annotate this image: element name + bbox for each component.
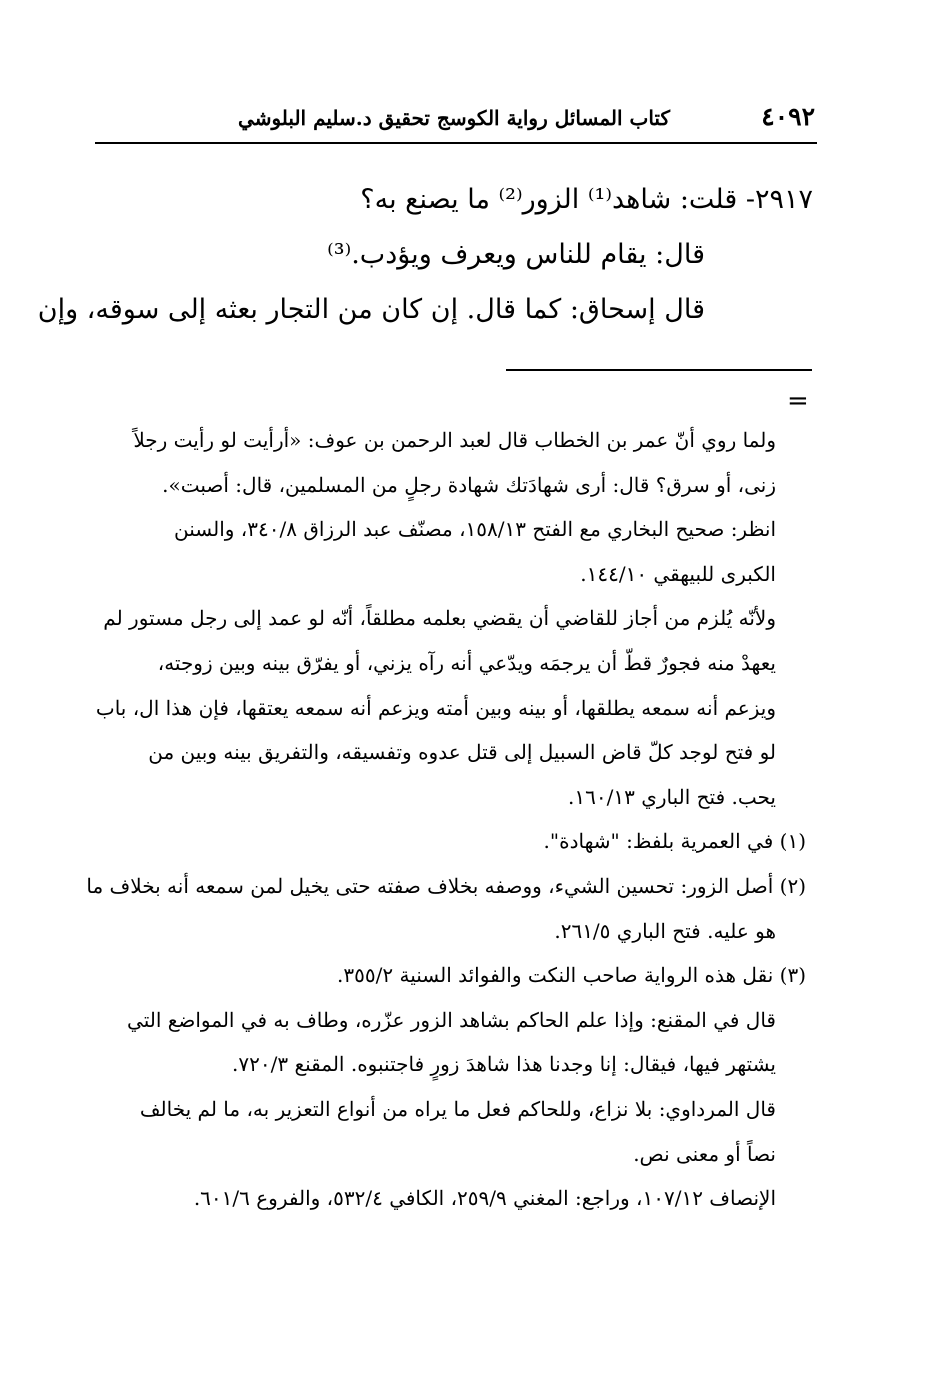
footnote-line: ولأنّه يُلزم من أجاز للقاضي أن يقضي بعلمه مطلقاً، أنّه لو عمد إلى رجل مستور لم [103, 606, 776, 631]
continuation-marker: = [787, 386, 809, 416]
footnote-line: ويزعم أنه سمعه يطلقها، أو بينه وبين أمته ويزعم أنه سمعه يعتقها، فإن هذا ال، باب [95, 695, 776, 720]
answer-line: قال: يقام للناس ويعرف ويؤدب.⁽³⁾ [327, 239, 705, 270]
footnote-line: زنى، أو سرق؟ قال: أرى شهادَتك شهادة رجلٍ من المسلمين، قال: أصبت». [162, 472, 776, 497]
page-number: ٤٠٩٢ [761, 102, 815, 131]
footnote-line: هو عليه. فتح الباري ٢٦١/٥. [554, 918, 776, 943]
footnote-line: الإنصاف ١٠٧/١٢، وراجع: المغني ٢٥٩/٩، الكافي ٥٣٢/٤، والفروع ٦٠١/٦. [193, 1186, 776, 1211]
footnote-separator [506, 369, 812, 371]
footnote-line: انظر: صحيح البخاري مع الفتح ١٥٨/١٣، مصنّف عبد الرزاق ٣٤٠/٨، والسنن [174, 517, 776, 542]
footnote-2: (٢) أصل الزور: تحسين الشيء، ووصفه بخلاف صفته حتى يخيل لمن سمعه أنه بخلاف ما [86, 873, 806, 898]
running-title: كتاب المسائل رواية الكوسج تحقيق د.سليم البلوشي [238, 106, 670, 130]
ishaq-line: قال إسحاق: كما قال. إن كان من التجار بعثه إلى سوقه، وإن [37, 294, 705, 325]
footnote-3: (٣) نقل هذه الرواية صاحب النكت والفوائد السنية ٣٥٥/٢. [337, 963, 806, 988]
footnote-line: لو فتح لوجد كلّ قاض السبيل إلى قتل عدوه وتفسيقه، والتفريق بينه وبين من [148, 740, 776, 765]
question-line: ٢٩١٧- قلت: شاهد⁽¹⁾ الزور⁽²⁾ ما يصنع به؟ [360, 184, 813, 215]
footnote-line: نصاً أو معنى نص. [633, 1141, 776, 1166]
footnote-line: يشتهر فيها، فيقال: إنا وجدنا هذا شاهدَ زورٍ فاجتنبوه. المقنع ٧٢٠/٣. [232, 1052, 776, 1077]
page-header [95, 96, 815, 136]
main-text [37, 172, 813, 337]
footnote-line: ولما روي أنّ عمر بن الخطاب قال لعبد الرحمن بن عوف: «أرأيت لو رأيت رجلاً [133, 428, 776, 452]
footnote-line: يعهدْ منه فجورٌ قطّ أن يرجمَه ويدّعي أنه رآه يزني، أو يفرّق بينه وبين زوجته، [157, 650, 776, 675]
footnote-line: قال المرداوي: بلا نزاع، وللحاكم فعل ما يراه من أنواع التعزير به، ما لم يخالف [139, 1096, 776, 1121]
footnote-line: الكبرى للبيهقي ١٤٤/١٠. [580, 561, 776, 586]
header-rule [95, 142, 817, 144]
footnote-line: يحب. فتح الباري ١٦٠/١٣. [568, 784, 776, 809]
footnotes [86, 418, 806, 1221]
footnote-1: (١) في العمرية بلفظ: "شهادة". [543, 829, 806, 854]
footnote-line: قال في المقنع: وإذا علم الحاكم بشاهد الزور عزّره، وطاف به في المواضع التي [127, 1007, 776, 1032]
